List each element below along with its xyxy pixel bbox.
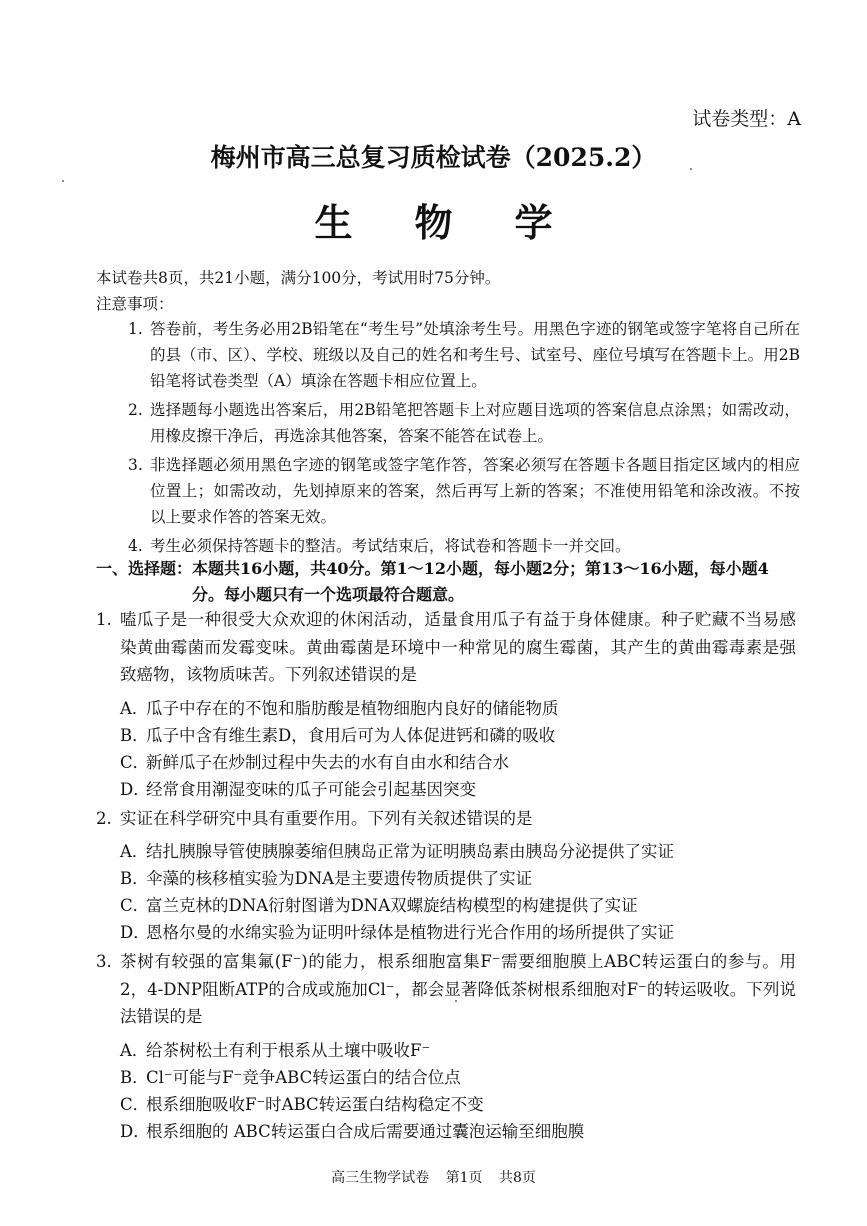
question-2 — [96, 805, 796, 947]
section-title: 一、选择题： — [96, 559, 193, 578]
question-1 — [96, 606, 796, 803]
notice-title: 注意事项： — [96, 295, 174, 313]
notice-item-text: 选择题每小题选出答案后，用2B铅笔把答题卡上对应题目选项的答案信息点涂黑；如需改动，用橡皮擦干净后，再选涂其他答案，答案不能答在试卷上。 — [150, 401, 800, 445]
option-label: C． — [120, 1094, 150, 1114]
option-list — [120, 695, 796, 803]
question-list — [96, 606, 796, 1147]
option-text: 根系细胞吸收F⁻时ABC转运蛋白结构稳定不变 — [146, 1094, 484, 1114]
notice-item-number: 1. — [128, 320, 143, 338]
question-stem: 实证在科学研究中具有重要作用。下列有关叙述错误的是 — [120, 808, 533, 828]
option-text: 富兰克林的DNA衍射图谱为DNA双螺旋结构模型的构建提供了实证 — [146, 896, 638, 915]
section-header — [96, 556, 796, 608]
option-label: D． — [120, 1121, 150, 1141]
option-d — [120, 1118, 796, 1145]
option-text: 恩格尔曼的水绵实验为证明叶绿体是植物进行光合作用的场所提供了实证 — [146, 923, 674, 942]
option-text: 结扎胰腺导管使胰腺萎缩但胰岛正常为证明胰岛素由胰岛分泌提供了实证 — [146, 842, 674, 861]
scan-speck — [455, 1000, 457, 1002]
notice-item-text: 非选择题必须用黑色字迹的钢笔或签字笔作答，答案必须写在答题卡各题目指定区域内的相应位置上；如需改动，先划掉原来的答案，然后再写上新的答案；不准使用铅笔和涂改液。不按以上要求作答的答案无效。 — [150, 456, 800, 526]
question-number: 3. — [96, 952, 112, 971]
option-label: B． — [120, 869, 149, 888]
option-b — [120, 1064, 796, 1091]
exam-intro: 本试卷共8页，共21小题，满分100分，考试用时75分钟。 — [96, 269, 501, 287]
option-a — [120, 838, 796, 865]
option-text: 瓜子中含有维生素D，食用后可为人体促进钙和磷的吸收 — [146, 725, 556, 745]
option-label: B． — [120, 725, 149, 745]
notice-item-text: 答卷前，考生务必用2B铅笔在“考生号”处填涂考生号。用黑色字迹的钢笔或签字笔将自己所在的县（市、区）、学校、班级以及自己的姓名和考生号、试室号、座位号填写在答题卡上。用2B铅笔将试卷类型（A）填涂在答题卡相应位置上。 — [150, 320, 800, 390]
notice-item — [128, 397, 800, 449]
notice-item-text: 考生必须保持答题卡的整洁。考试结束后，将试卷和答题卡一并交回。 — [150, 537, 631, 555]
footer-total-pages: 共8页 — [498, 1170, 536, 1186]
option-label: C． — [120, 752, 150, 772]
option-b — [120, 865, 796, 892]
option-d — [120, 776, 796, 803]
question-stem: 茶树有较强的富集氟(F⁻)的能力，根系细胞富集F⁻需要细胞膜上ABC转运蛋白的参与。用2，4-DNP阻断ATP的合成或施加Cl⁻，都会显著降低茶树根系细胞对F⁻的转运吸收。下列说法错误的是 — [120, 952, 796, 1026]
option-text: 瓜子中存在的不饱和脂肪酸是植物细胞内良好的储能物质 — [146, 698, 559, 718]
notice-item-number: 4. — [128, 537, 143, 555]
option-c — [120, 749, 796, 776]
option-text: 新鲜瓜子在炒制过程中失去的水有自由水和结合水 — [146, 752, 509, 772]
option-list — [120, 838, 796, 946]
option-label: D． — [120, 779, 150, 799]
question-3 — [96, 948, 796, 1145]
option-a — [120, 695, 796, 722]
notice-item-number: 3. — [128, 456, 143, 474]
option-label: B． — [120, 1067, 149, 1087]
paper-type-label: 试卷类型：A — [692, 108, 801, 130]
option-text: 经常食用潮湿变味的瓜子可能会引起基因突变 — [146, 779, 476, 799]
option-label: C． — [120, 896, 150, 915]
page-footer — [0, 1167, 867, 1187]
option-label: D． — [120, 923, 150, 942]
question-number: 2. — [96, 808, 112, 828]
option-text: 给茶树松土有利于根系从土壤中吸收F⁻ — [146, 1040, 431, 1060]
notice-item — [128, 452, 800, 530]
footer-page-number: 第1页 — [445, 1170, 483, 1186]
option-label: A． — [120, 698, 149, 718]
question-stem: 嗑瓜子是一种很受大众欢迎的休闲活动，适量食用瓜子有益于身体健康。种子贮藏不当易感染黄曲霉菌而发霉变味。黄曲霉菌是环境中一种常见的腐生霉菌，其产生的黄曲霉毒素是强致癌物，该物质味苦。下列叙述错误的是 — [120, 610, 796, 684]
notice-item-number: 2. — [128, 401, 143, 419]
option-c — [120, 1091, 796, 1118]
option-text: Cl⁻可能与F⁻竞争ABC转运蛋白的结合位点 — [146, 1067, 461, 1087]
notice-item — [128, 316, 800, 394]
option-a — [120, 1037, 796, 1064]
section-description: 本题共16小题，共40分。第1～12小题，每小题2分；第13～16小题，每小题4分。每小题只有一个选项最符合题意。 — [192, 559, 769, 604]
option-label: A． — [120, 1040, 149, 1060]
scan-speck — [62, 180, 64, 182]
option-b — [120, 722, 796, 749]
option-d — [120, 919, 796, 946]
question-number: 1. — [96, 610, 112, 629]
option-text: 伞藻的核移植实验为DNA是主要遗传物质提供了实证 — [146, 869, 533, 888]
exam-title: 梅州市高三总复习质检试卷（2025.2） — [210, 143, 657, 172]
option-c — [120, 892, 796, 919]
option-list — [120, 1037, 796, 1145]
option-label: A． — [120, 842, 149, 861]
notice-list — [128, 316, 800, 562]
scan-speck — [690, 168, 692, 170]
option-text: 根系细胞的 ABC转运蛋白合成后需要通过囊泡运输至细胞膜 — [146, 1121, 585, 1141]
subject-title: 生物学 — [314, 200, 615, 245]
footer-title: 高三生物学试卷 — [331, 1170, 430, 1186]
